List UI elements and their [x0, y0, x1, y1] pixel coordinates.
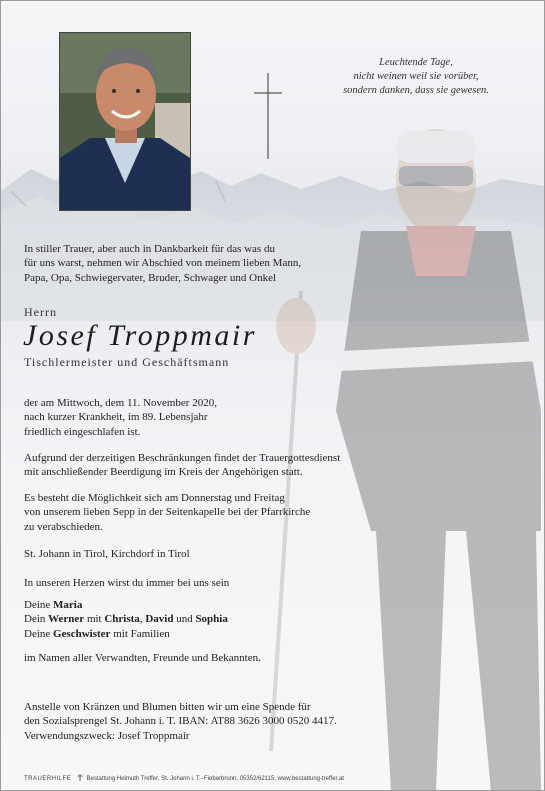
death-notice-line: friedlich eingeschlafen ist. — [24, 425, 141, 438]
salutation: Herrn — [24, 305, 57, 319]
deceased-name: Josef Troppmair — [23, 319, 257, 352]
donation-line: Verwendungszweck: Josef Troppmair — [24, 729, 190, 742]
farewell-info — [24, 491, 310, 534]
intro-text — [24, 242, 301, 285]
footer-text: Bestattung Helmuth Treffer, St. Johann i. T.–Fieberbrunn, 05352/62115, www.bestattung-treffer.at — [86, 776, 344, 782]
motto-line: sondern danken, dass sie gewesen. — [343, 85, 489, 96]
family-text: mit — [84, 613, 105, 626]
motto-quote — [301, 56, 531, 98]
donation-line: Anstelle von Kränzen und Blumen bitten wir um eine Spende für — [24, 701, 311, 713]
footer — [24, 774, 344, 782]
footer-brand: TRAUERHILFE — [24, 776, 72, 782]
death-notice — [24, 396, 217, 439]
donation-line: den Sozialsprengel St. Johann i. T. IBAN: AT88 3626 3000 0520 4417. — [24, 715, 337, 728]
places: St. Johann in Tirol, Kirchdorf in Tirol — [24, 548, 190, 560]
service-line: mit anschließender Beerdigung im Kreis der Angehörigen statt. — [24, 466, 303, 479]
family-name: Maria — [53, 599, 83, 611]
farewell-line: von unserem lieben Sepp in der Seitenkapelle bei der Pfarrkirche — [24, 506, 311, 519]
intro-line: In stiller Trauer, aber auch in Dankbarkeit für das was du — [24, 243, 275, 255]
family-text: Deine — [24, 599, 54, 611]
farewell-line: zu verabschieden. — [24, 520, 103, 533]
motto-line: nicht weinen weil sie vorüber, — [353, 71, 479, 82]
family-line-wife — [24, 598, 228, 612]
motto-line: Leuchtende Tage, — [379, 57, 453, 68]
remembrance-line: In unseren Herzen wirst du immer bei uns sein — [24, 577, 230, 589]
farewell-line: Es besteht die Möglichkeit sich am Donnerstag und Freitag — [24, 492, 285, 504]
family-line-son — [24, 612, 228, 626]
family-name: Sophia — [195, 613, 228, 626]
family-text: mit Familien — [110, 627, 170, 640]
intro-line: für uns warst, nehmen wir Abschied von meinem lieben Mann, — [24, 257, 302, 270]
death-notice-line: nach kurzer Krankheit, im 89. Lebensjahr — [24, 411, 208, 424]
deceased-title: Tischlermeister und Geschäftsmann — [24, 355, 230, 369]
donation-info — [24, 700, 337, 743]
family-text: Deine — [24, 627, 54, 640]
family-text: und — [173, 613, 196, 626]
intro-line: Papa, Opa, Schwiegervater, Bruder, Schwager und Onkel — [24, 271, 277, 284]
family-name: David — [145, 613, 174, 626]
family-name: Werner — [48, 613, 85, 626]
service-info — [24, 451, 340, 480]
family-name: Christa — [104, 613, 140, 626]
undertaker-logo-icon — [77, 774, 83, 781]
relatives-line: im Namen aller Verwandten, Freunde und Bekannten. — [24, 652, 261, 664]
family-text: , — [139, 613, 146, 626]
cross-icon — [253, 73, 283, 159]
family-list — [24, 598, 228, 641]
service-line: Aufgrund der derzeitigen Beschränkungen findet der Trauergottesdienst — [24, 452, 341, 464]
portrait-photo — [59, 32, 191, 211]
family-name: Geschwister — [53, 627, 111, 640]
family-text: Dein — [24, 613, 49, 626]
death-notice-line: der am Mittwoch, dem 11. November 2020, — [24, 397, 217, 409]
family-line-siblings — [24, 627, 228, 641]
